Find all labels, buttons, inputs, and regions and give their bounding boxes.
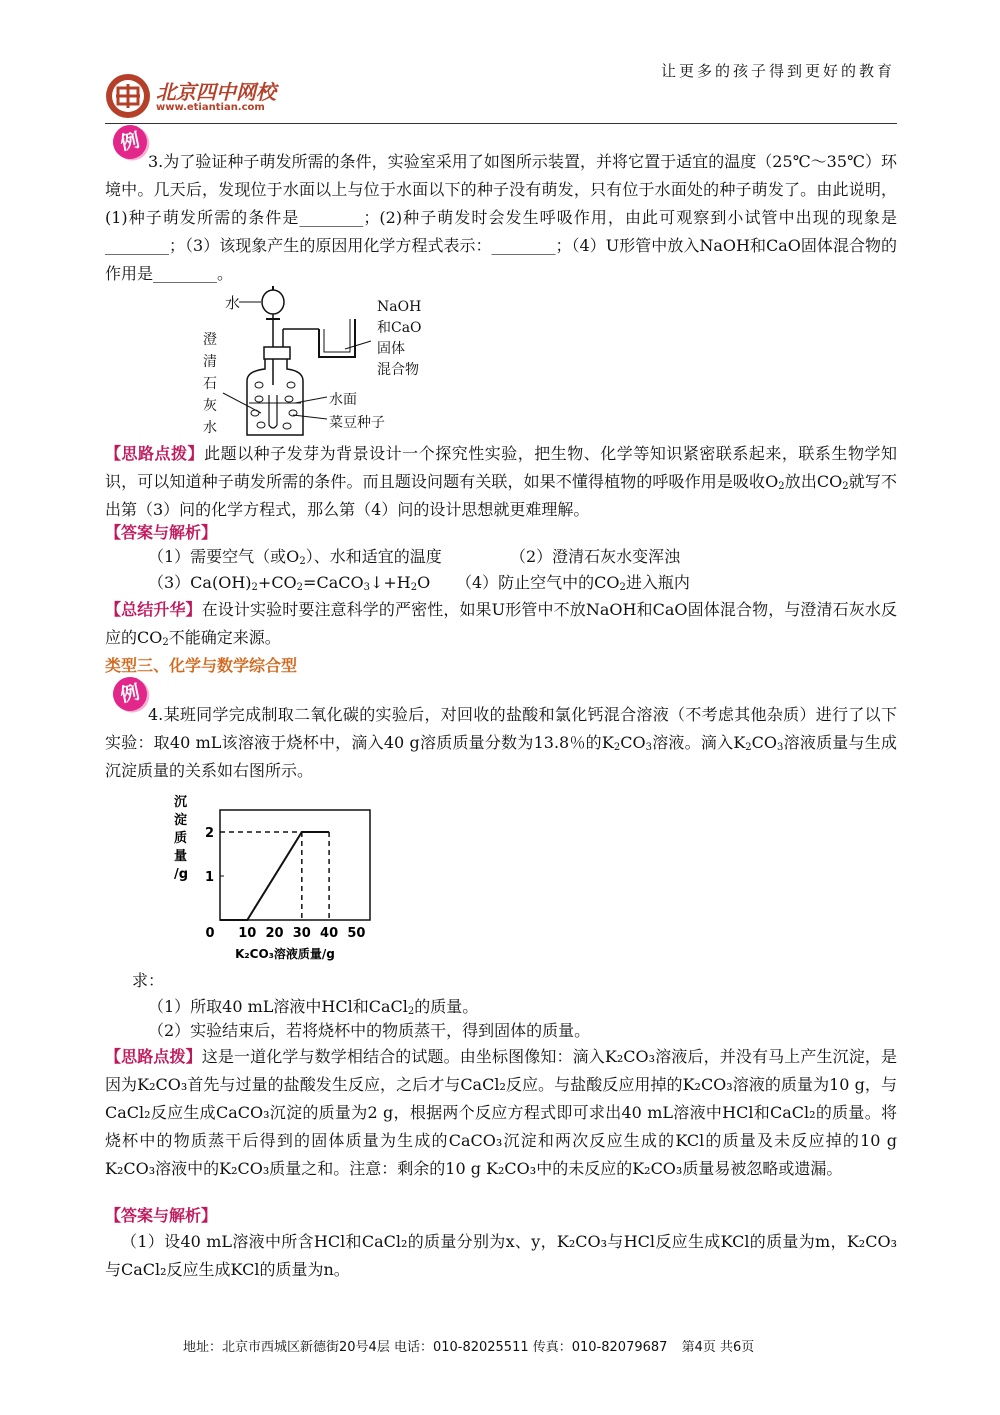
y-axis-label: /g [174, 867, 189, 882]
y-tick-label: 2 [204, 826, 214, 841]
answer-text: O [417, 573, 431, 592]
label-limewater-char: 石 [203, 376, 217, 392]
x-tick-label: 20 [265, 926, 284, 941]
q3-text: 3.为了验证种子萌发所需的条件，实验室采用了如图所示装置，并将它置于适宜的温度（25℃～35℃）环境中。几天后，发现位于水面以上与位于水面以下的种子没有萌发，只有位于水面处的种子萌发了。由此说明，(1)种子萌发所需的条件是________；(2)种子萌发时会发生呼吸作用，由此可观察到小试管中出现的现象是________；（3）该现象产生的原因用化学方程式表示：________；（4）U形管中放入NaOH和CaO固体混合物的作用是________。 [105, 152, 897, 283]
q3-answer-row: $(3)Ca(OH)_2+CO_2=CaCO_3↓+H_2O$ [148, 573, 431, 593]
ask-text: （1）所取40 mL溶液中HCl和CaCl [148, 997, 408, 1016]
summary-text: 不能确定来源。 [168, 628, 281, 647]
answer-text: 进入瓶内 [625, 573, 690, 592]
answer-text: ）、水和适宜的温度 [305, 547, 442, 566]
q4-text-part: 溶液。滴入K [651, 733, 746, 752]
summary-tag: 【总结升华】 [105, 600, 202, 619]
q3-summary: 【总结升华】在设计实验时要注意科学的严密性，如果U形管中不放NaOH和CaO固体混合物，与澄清石灰水反应的$CO_2$不能确定来源。 [105, 600, 897, 648]
label-limewater-char: 清 [203, 354, 217, 370]
example-badge: 例 [110, 122, 150, 162]
answer-text: （1）需要空气（或O [148, 547, 300, 566]
logo-url: www.etiantian.com [156, 102, 265, 113]
label-naoh-line: 和CaO [377, 320, 422, 336]
q4-answer: （1）设40 mL溶液中所含HCl和CaCl₂的质量分别为x、y，K₂CO₃与HCl反应生成KCl的质量为m，K₂CO₃与CaCl₂反应生成KCl的质量为n。 [105, 1232, 897, 1279]
y-axis-label: 沉 [174, 795, 188, 810]
x-tick-label: 40 [320, 926, 339, 941]
logo [104, 72, 304, 120]
chart-frame [220, 810, 370, 920]
series-line [220, 832, 329, 920]
q4-text-part: 4.某班同学完成制取二氧化碳的实验后，对回收的盐酸和氯化钙混合溶液（不考虑其他杂质）进行了以下实验：取40 mL该溶液于烧杯中，滴入40 g溶质质量分数为13.8％的K [105, 705, 897, 752]
footer-address-text: 地址：北京市西城区新德街20号4层 电话：010-82025511 传真：010-82079687 [183, 1340, 668, 1355]
label-limewater [203, 329, 217, 439]
ask-text: 的质量。 [414, 997, 479, 1016]
x-tick-label: 50 [347, 926, 366, 941]
q3-answer-row: （4）防止空气中的$CO_2$进入瓶内 [456, 573, 690, 593]
label-naoh [377, 297, 422, 381]
label-seeds: 菜豆种子 [329, 415, 385, 431]
summary-text: 在设计实验时要注意科学的严密性，如果U形管中不放NaOH和CaO固体混合物，与澄清石灰水反应的CO [105, 600, 897, 647]
hint-text: 此题以种子发芽为背景设计一个探究性实验，把生物、化学等知识紧密联系起来，联系生物学知识，可以知道种子萌发所需的条件。而且题设问题有关联，如果不懂得植物的呼吸作用是吸收O [105, 444, 897, 491]
q4-text-part: 溶液质量与生成沉淀质量的关系如右图所示。 [105, 733, 897, 780]
y-axis-label: 淀 [174, 813, 188, 828]
q4-ask: 求： [132, 971, 165, 990]
logo-name: 北京四中网校 [156, 80, 276, 104]
y-tick-label: 1 [204, 870, 214, 885]
page-number: 第4页 共6页 [681, 1340, 755, 1355]
label-water-surface: 水面 [329, 392, 357, 408]
header-slogan: 让更多的孩子得到更好的教育 [660, 62, 895, 80]
answer-text: （3）Ca(OH) [148, 573, 252, 592]
q4-text-part: CO [620, 733, 646, 752]
y-axis-label: 质 [174, 831, 188, 846]
label-limewater-char: 澄 [203, 332, 217, 348]
precipitate-chart [170, 780, 390, 970]
apparatus-figure [195, 285, 435, 445]
x-tick-label: 10 [238, 926, 257, 941]
chart-svg [170, 780, 390, 970]
x-axis-label: K₂CO₃溶液质量/g [235, 947, 335, 961]
hint-tag: 【思路点拨】 [105, 444, 205, 463]
logo-emblem-icon [104, 72, 152, 120]
q3-answer-row: （2）澄清石灰水变浑浊 [510, 547, 681, 566]
label-naoh-line: 固体 [377, 341, 405, 357]
answer-text: （4）防止空气中的CO [456, 573, 620, 592]
q4-text: 4.某班同学完成制取二氧化碳的实验后，对回收的盐酸和氯化钙混合溶液（不考虑其他杂质）进行了以下实验：取40 mL该溶液于烧杯中，滴入40 g溶质质量分数为13.8％的$K_2CO_3$溶液。滴入$K_2CO_3$溶液质量与生成沉淀质量的关系如右图所示。 [105, 705, 897, 780]
y-axis-label: 量 [174, 849, 188, 864]
footer-address [183, 1336, 754, 1360]
q4-ask-item: （2）实验结束后，若将烧杯中的物质蒸干，得到固体的质量。 [148, 1021, 591, 1040]
hint-text: 就写不出第（3）问的化学方程式，那么第（4）问的设计思想就更难理解。 [105, 472, 897, 519]
example-badge: 例 [110, 674, 150, 714]
q3-hint: 【思路点拨】此题以种子发芽为背景设计一个探究性实验，把生物、化学等知识紧密联系起来，联系生物学知识，可以知道种子萌发所需的条件。而且题设问题有关联，如果不懂得植物的呼吸作用是吸收$O_2$放出$CO_2$就写不出第（3）问的化学方程式，那么第（4）问的设计思想就更难理解。 [105, 444, 897, 519]
hint-text: 放出CO [784, 472, 843, 491]
label-limewater-char: 水 [203, 420, 217, 436]
hint-text: 这是一道化学与数学相结合的试题。由坐标图像知：滴入K₂CO₃溶液后，并没有马上产生沉淀，是因为K₂CO₃首先与过量的盐酸发生反应，之后才与CaCl₂反应。与盐酸反应用掉的K₂CO₃溶液的质量为10 g，与CaCl₂反应生成CaCO₃沉淀的质量为2 g，根据两个反应方程式即可求出40 mL溶液中HCl和CaCl₂的质量。将烧杯中的物质蒸干后得到的固体质量为生成的CaCO₃沉淀和两次反应生成的KCl的质量及未反应掉的10 g K₂CO₃溶液中的K₂CO₃质量之和。注意：剩余的10 g K₂CO₃中的未反应的K₂CO₃质量易被忽略或遗漏。 [105, 1047, 897, 1178]
q4-answer-tag: 【答案与解析】 [105, 1206, 218, 1225]
section-title: 类型三、化学与数学综合型 [105, 656, 298, 675]
label-naoh-line: 混合物 [377, 362, 419, 378]
q4-hint [105, 1043, 897, 1183]
header-rule [105, 123, 897, 124]
hint-tag: 【思路点拨】 [105, 1047, 202, 1066]
answer-text: =CaCO [303, 573, 364, 592]
answer-text: +CO [257, 573, 297, 592]
x-tick-label: 30 [292, 926, 311, 941]
q4-ask-item: （1）所取40 mL溶液中HCl和CaCl$_2$的质量。 [148, 997, 479, 1017]
label-water: 水 [225, 294, 241, 312]
q3-answer-row: （1）需要空气（或$O_2$）、水和适宜的温度 [148, 547, 442, 567]
label-limewater-char: 灰 [203, 398, 217, 414]
x-tick-label: 0 [205, 926, 215, 941]
answer-text: ↓+H [369, 573, 411, 592]
q3-answer-tag: 【答案与解析】 [105, 523, 218, 542]
label-naoh-line: NaOH [377, 299, 422, 315]
q4-text-part: CO [751, 733, 778, 752]
